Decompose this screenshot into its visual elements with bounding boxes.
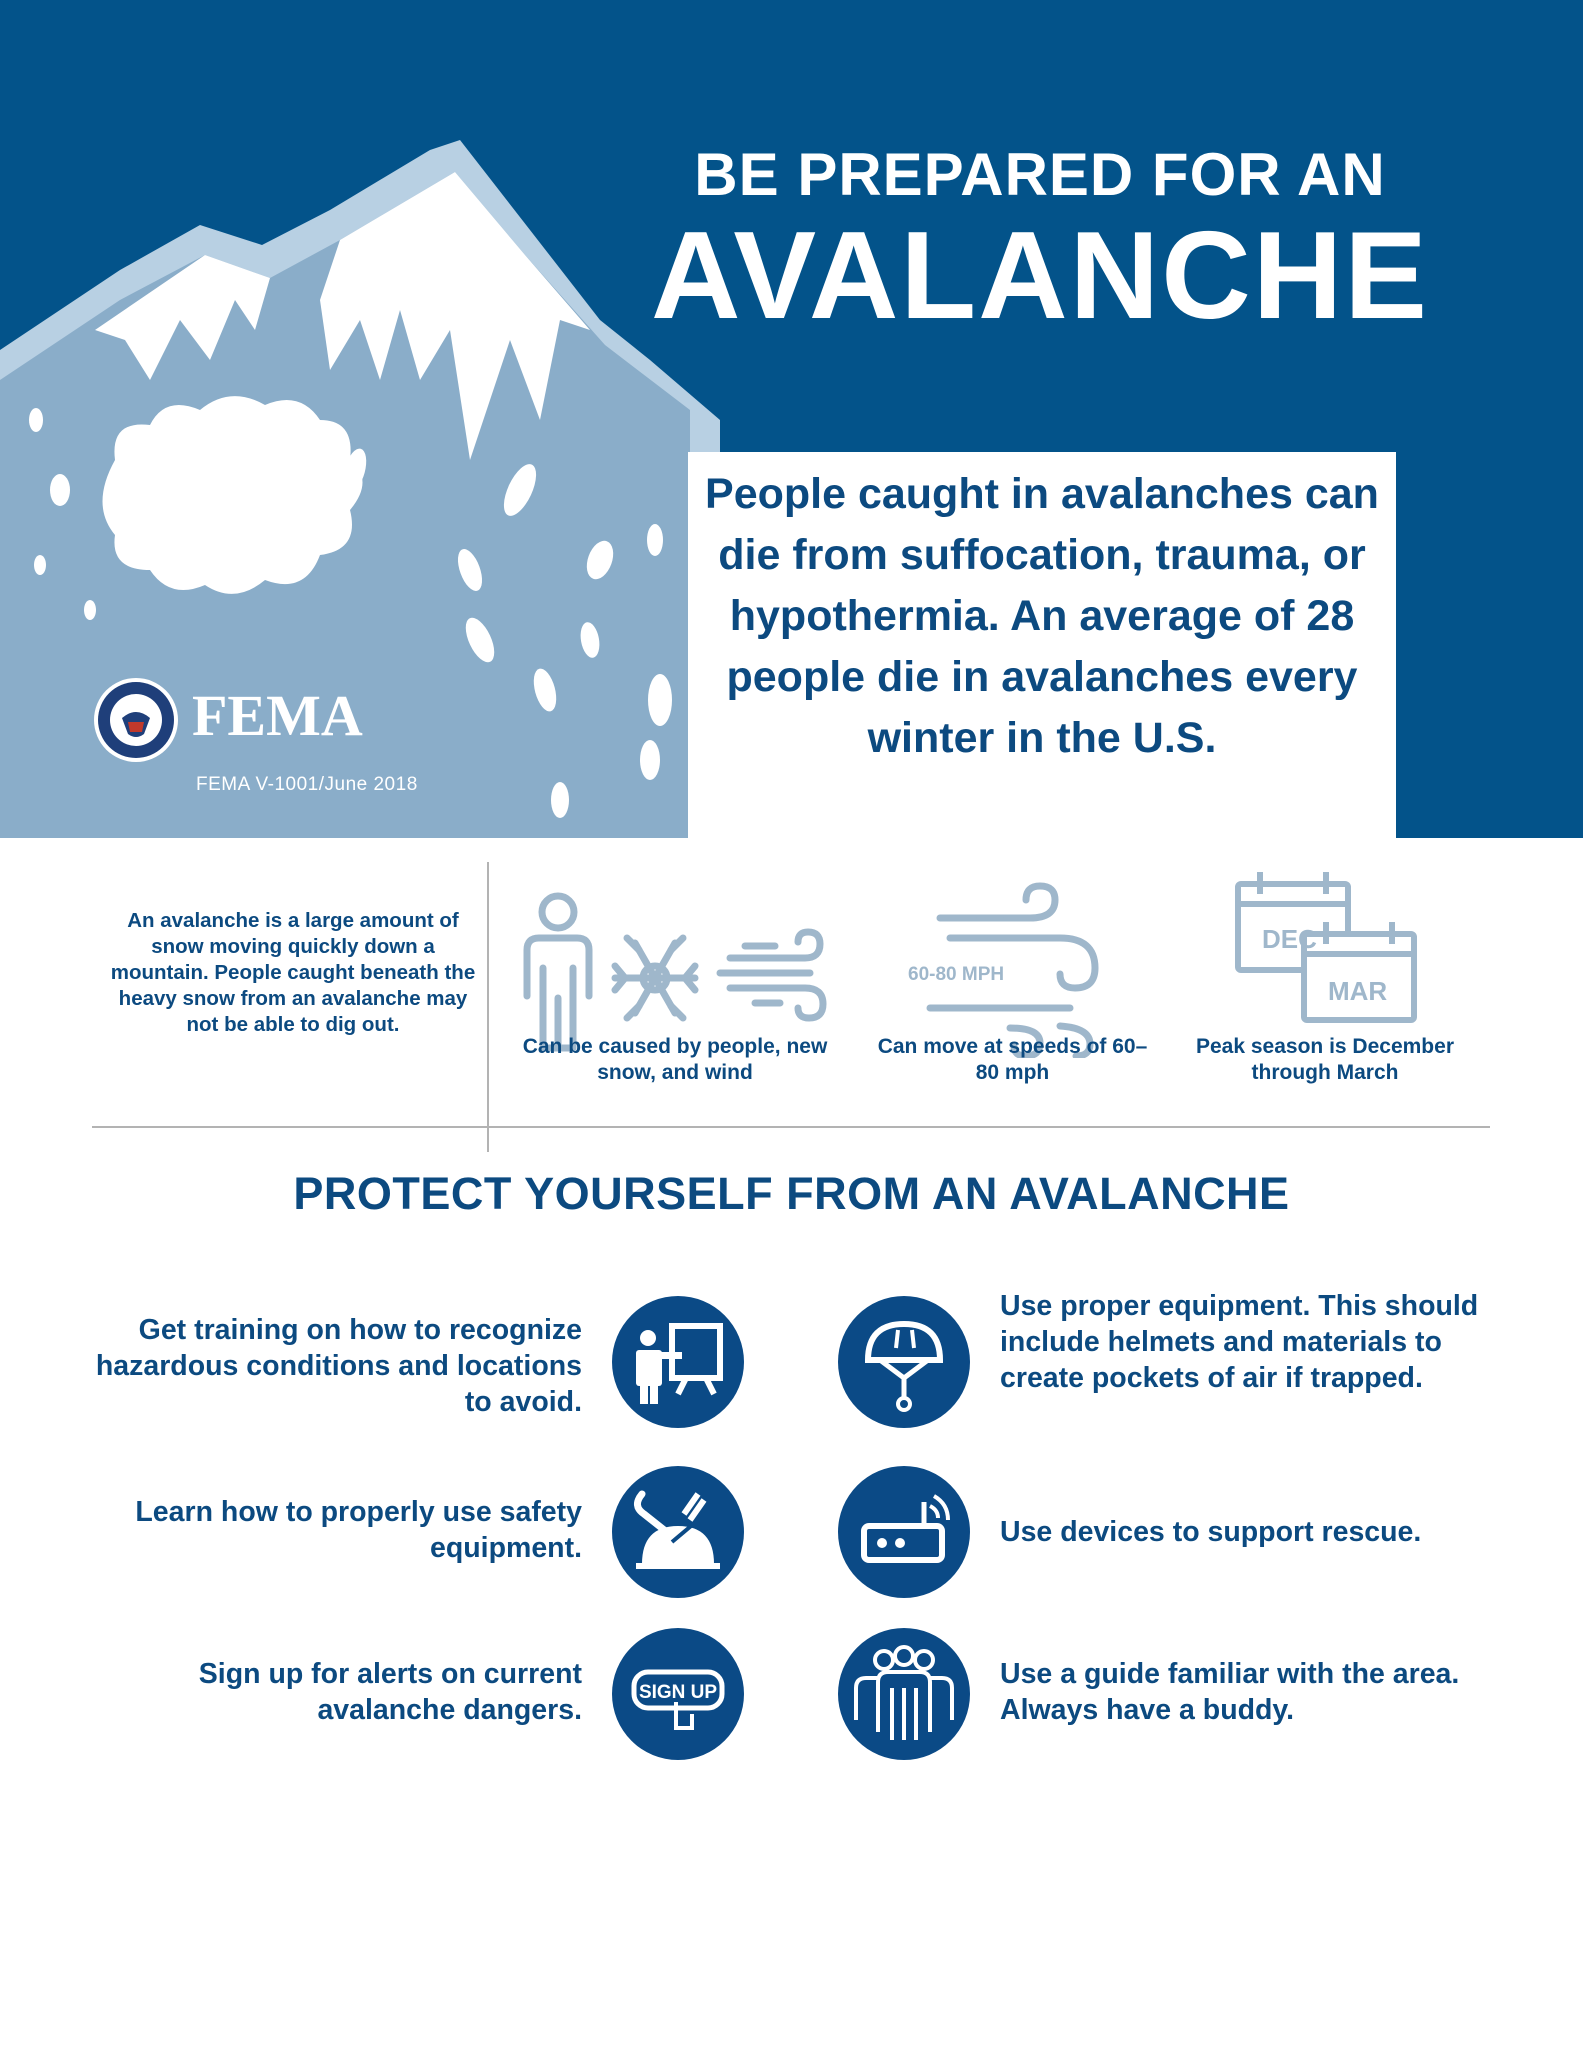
horizontal-divider (92, 1126, 1490, 1128)
tip-training: Get training on how to recognize hazardous conditions and locations to avoid. (95, 1314, 582, 1418)
calendar-icon (1230, 860, 1420, 1030)
calendar-dec-label: DEC (1262, 924, 1317, 954)
title-line-1: BE PREPARED FOR AN (694, 141, 1386, 208)
title-line-2: AVALANCHE (650, 207, 1430, 345)
causes-icons (515, 878, 835, 1058)
hero-banner (0, 0, 1583, 838)
group-people-icon (838, 1628, 970, 1760)
tip-safety-equipment: Learn how to properly use safety equipment. (135, 1496, 582, 1564)
calendar-mar-label: MAR (1328, 976, 1388, 1006)
snowflake-icon (615, 938, 695, 1018)
training-presentation-icon (612, 1296, 744, 1428)
person-icon (527, 896, 589, 1048)
signup-button-icon (612, 1628, 744, 1760)
protect-section-title: PROTECT YOURSELF FROM AN AVALANCHE (293, 1168, 1290, 1219)
season-caption: Peak season is December through March (1196, 1035, 1454, 1084)
tools-hardhat-icon (612, 1466, 744, 1598)
beacon-device-icon (838, 1466, 970, 1598)
causes-caption: Can be caused by people, new snow, and wind (522, 1035, 828, 1084)
fema-logo-text: FEMA (192, 683, 363, 748)
helmet-icon (838, 1296, 970, 1428)
signup-icon-label: SIGN UP (638, 1682, 718, 1703)
vertical-divider (487, 862, 489, 1152)
speed-caption: Can move at speeds of 60–80 mph (877, 1035, 1148, 1084)
fact-box (688, 452, 1396, 838)
wind-icon (720, 932, 823, 1018)
speed-icon-label: 60-80 MPH (908, 964, 1005, 985)
wind-speed-icon (890, 878, 1130, 1058)
tip-guide-buddy: Use a guide familiar with the area. Always have a buddy. (1000, 1658, 1460, 1726)
avalanche-definition: An avalanche is a large amount of snow moving quickly down a mountain. People caught beneath the heavy snow from an avalanche may not be able to dig out. (110, 909, 476, 1036)
info-row (0, 838, 1583, 1130)
publication-number: FEMA V-1001/June 2018 (196, 774, 418, 795)
fact-text: People caught in avalanches can die from suffocation, trauma, or hypothermia. An average of 28 people die in avalanches every winter in the U.S. (705, 470, 1379, 762)
tip-rescue-devices: Use devices to support rescue. (1000, 1516, 1422, 1548)
dhs-seal-icon (92, 676, 180, 764)
tip-alerts: Sign up for alerts on current avalanche dangers. (198, 1658, 582, 1726)
tip-equipment: Use proper equipment. This should include helmets and materials to create pockets of air if trapped. (1000, 1290, 1479, 1394)
